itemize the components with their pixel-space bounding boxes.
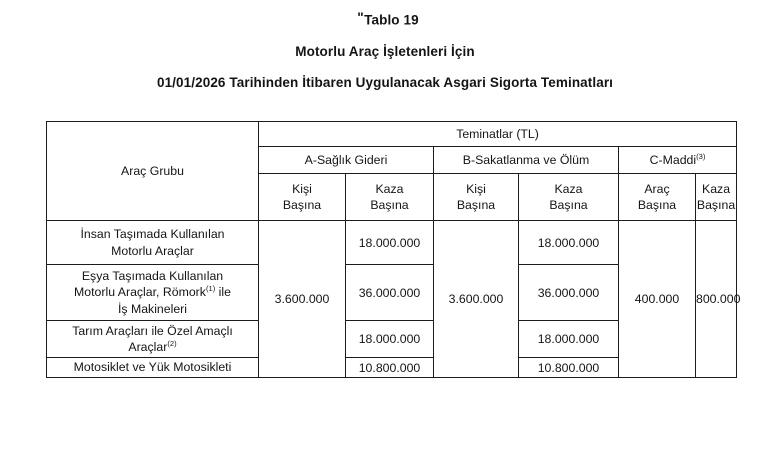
header-death-per-accident-l1: Kaza bbox=[554, 182, 583, 196]
row-label-line-tail: ile bbox=[215, 285, 231, 300]
header-subgroup-material-label: C-Maddi bbox=[649, 153, 697, 167]
table-number-title bbox=[0, 9, 770, 28]
cell-death-per-accident: 18.000.000 bbox=[519, 221, 619, 265]
header-health-per-person bbox=[259, 174, 346, 221]
header-vehicle-group: Araç Grubu bbox=[47, 122, 259, 221]
header-material-per-accident bbox=[696, 174, 737, 221]
row-label-line: Tarım Araçları ile Özel Amaçlı bbox=[72, 323, 233, 338]
header-death-per-person-l1: Kişi bbox=[466, 182, 486, 196]
header-material-per-accident-l1: Kaza bbox=[702, 182, 731, 196]
header-health-per-accident bbox=[346, 174, 434, 221]
header-material-per-vehicle bbox=[619, 174, 696, 221]
table-row bbox=[47, 221, 737, 265]
header-row-group bbox=[47, 122, 737, 147]
row-label-line: Motorlu Araçlar bbox=[111, 243, 194, 258]
header-death-per-accident-l2: Başına bbox=[549, 198, 588, 212]
header-subgroup-material bbox=[619, 147, 737, 174]
header-death-per-person-l2: Başına bbox=[456, 198, 496, 212]
cell-health-per-accident: 10.800.000 bbox=[346, 358, 434, 378]
row-label-passenger-vehicles bbox=[47, 221, 259, 265]
table-head bbox=[47, 122, 737, 221]
title-subject-line: Motorlu Araç İşletenleri İçin bbox=[295, 44, 475, 60]
document-title-block bbox=[0, 9, 770, 91]
row-label-line: İş Makineleri bbox=[117, 301, 188, 316]
header-subgroup-disability-death-label: B-Sakatlanma ve Ölüm bbox=[462, 153, 590, 167]
row-label-motorcycles bbox=[47, 358, 259, 378]
title-effective-date-line: 01/01/2026 Tarihinden İtibaren Uygulanacak Asgari Sigorta Teminatları bbox=[156, 75, 614, 91]
cell-material-per-accident-merged: 800.000 bbox=[696, 221, 737, 378]
row-label-agricultural-vehicles bbox=[47, 321, 259, 358]
cell-health-per-accident: 36.000.000 bbox=[346, 265, 434, 321]
row-label-line: İnsan Taşımada Kullanılan bbox=[80, 227, 225, 241]
row-label-line: Motosiklet ve Yük Motosikleti bbox=[73, 360, 232, 375]
header-material-per-vehicle-l2: Başına bbox=[637, 198, 677, 212]
cell-death-per-accident: 36.000.000 bbox=[519, 265, 619, 321]
table-number-text: Tablo 19 bbox=[364, 12, 419, 28]
row-label-line: Eşya Taşımada Kullanılan bbox=[81, 268, 224, 283]
header-subgroup-disability-death bbox=[434, 147, 619, 174]
cell-health-per-accident: 18.000.000 bbox=[346, 321, 434, 358]
header-death-per-accident bbox=[519, 174, 619, 221]
insurance-minimum-coverage-table bbox=[46, 121, 741, 378]
coverage-table bbox=[46, 121, 741, 378]
cell-death-per-accident: 10.800.000 bbox=[519, 358, 619, 378]
header-death-per-person bbox=[434, 174, 519, 221]
row-label-goods-vehicles bbox=[47, 265, 259, 321]
header-health-per-accident-l1: Kaza bbox=[375, 182, 404, 196]
row-label-line: Araçlar bbox=[128, 340, 168, 354]
table-body bbox=[47, 221, 741, 378]
leading-quote-mark: " bbox=[357, 10, 364, 25]
header-material-per-accident-l2: Başına bbox=[696, 198, 736, 212]
cell-death-per-person-merged: 3.600.000 bbox=[434, 221, 519, 378]
row-label-line: Motorlu Araçlar, Römork bbox=[74, 285, 206, 300]
cell-death-per-accident: 18.000.000 bbox=[519, 321, 619, 358]
header-subgroup-health-label: A-Sağlık Gideri bbox=[304, 153, 388, 167]
cell-material-per-vehicle-merged: 400.000 bbox=[619, 221, 696, 378]
row-label-footnote-1: (1) bbox=[205, 284, 216, 294]
header-subgroup-material-footnote: (3) bbox=[696, 151, 706, 161]
header-health-per-accident-l2: Başına bbox=[370, 198, 409, 212]
cell-health-per-person-merged: 3.600.000 bbox=[259, 221, 346, 378]
cell-health-per-accident: 18.000.000 bbox=[346, 221, 434, 265]
row-label-footnote-2: (2) bbox=[167, 338, 177, 348]
header-coverages-total: Teminatlar (TL) bbox=[259, 122, 737, 147]
header-health-per-person-l2: Başına bbox=[282, 198, 322, 212]
header-subgroup-health bbox=[259, 147, 434, 174]
header-health-per-person-l1: Kişi bbox=[292, 182, 312, 196]
header-material-per-vehicle-l1: Araç bbox=[644, 182, 670, 196]
